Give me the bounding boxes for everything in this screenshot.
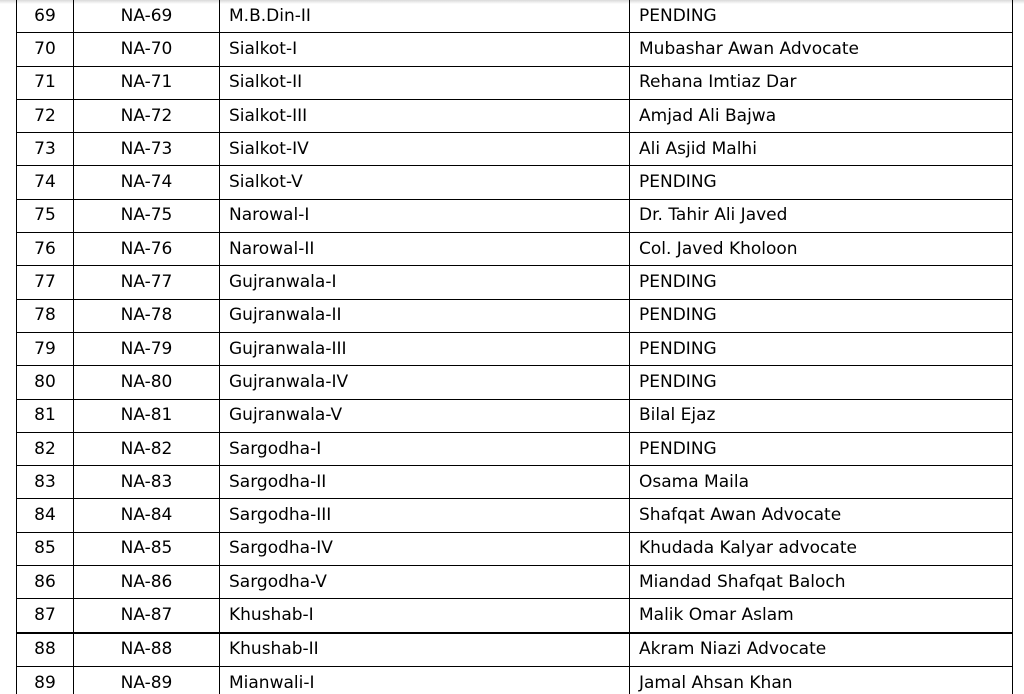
constituency-code-cell: NA-87 bbox=[74, 599, 220, 633]
candidate-name-cell: Akram Niazi Advocate bbox=[630, 633, 1013, 667]
candidate-name-cell: Ali Asjid Malhi bbox=[630, 133, 1013, 166]
constituency-code-cell: NA-88 bbox=[74, 633, 220, 667]
serial-number-cell: 81 bbox=[17, 399, 74, 432]
serial-number-cell: 83 bbox=[17, 466, 74, 499]
serial-number-cell: 89 bbox=[17, 666, 74, 694]
constituency-code-cell: NA-80 bbox=[74, 366, 220, 399]
serial-number-cell: 72 bbox=[17, 99, 74, 132]
constituency-name-cell: Sialkot-I bbox=[220, 33, 630, 66]
candidate-name-cell: Jamal Ahsan Khan bbox=[630, 666, 1013, 694]
candidate-name-cell: Malik Omar Aslam bbox=[630, 599, 1013, 633]
constituency-name-cell: Gujranwala-V bbox=[220, 399, 630, 432]
table-row bbox=[17, 233, 1013, 266]
table-row bbox=[17, 599, 1013, 633]
constituency-code-cell: NA-78 bbox=[74, 299, 220, 332]
serial-number-cell: 75 bbox=[17, 199, 74, 232]
candidate-name-cell: PENDING bbox=[630, 0, 1013, 33]
serial-number-cell: 69 bbox=[17, 0, 74, 33]
constituency-name-cell: Gujranwala-III bbox=[220, 332, 630, 365]
constituency-name-cell: Sialkot-IV bbox=[220, 133, 630, 166]
table-row bbox=[17, 0, 1013, 33]
constituency-name-cell: Sargodha-I bbox=[220, 432, 630, 465]
serial-number-cell: 85 bbox=[17, 532, 74, 565]
table-row bbox=[17, 566, 1013, 599]
constituency-name-cell: Sialkot-V bbox=[220, 166, 630, 199]
candidate-name-cell: PENDING bbox=[630, 432, 1013, 465]
table-row bbox=[17, 166, 1013, 199]
constituency-name-cell: Khushab-II bbox=[220, 633, 630, 667]
constituency-name-cell: M.B.Din-II bbox=[220, 0, 630, 33]
serial-number-cell: 78 bbox=[17, 299, 74, 332]
table-row bbox=[17, 399, 1013, 432]
candidate-name-cell: Miandad Shafqat Baloch bbox=[630, 566, 1013, 599]
candidate-name-cell: Khudada Kalyar advocate bbox=[630, 532, 1013, 565]
candidate-name-cell: PENDING bbox=[630, 266, 1013, 299]
serial-number-cell: 73 bbox=[17, 133, 74, 166]
table-row bbox=[17, 499, 1013, 532]
serial-number-cell: 74 bbox=[17, 166, 74, 199]
serial-number-cell: 76 bbox=[17, 233, 74, 266]
candidate-name-cell: PENDING bbox=[630, 166, 1013, 199]
constituency-code-cell: NA-76 bbox=[74, 233, 220, 266]
constituency-name-cell: Narowal-II bbox=[220, 233, 630, 266]
serial-number-cell: 82 bbox=[17, 432, 74, 465]
candidate-name-cell: PENDING bbox=[630, 366, 1013, 399]
constituency-code-cell: NA-72 bbox=[74, 99, 220, 132]
constituency-code-cell: NA-89 bbox=[74, 666, 220, 694]
constituency-name-cell: Gujranwala-II bbox=[220, 299, 630, 332]
serial-number-cell: 88 bbox=[17, 633, 74, 667]
constituency-name-cell: Narowal-I bbox=[220, 199, 630, 232]
serial-number-cell: 79 bbox=[17, 332, 74, 365]
table-row bbox=[17, 666, 1013, 694]
serial-number-cell: 70 bbox=[17, 33, 74, 66]
constituency-code-cell: NA-79 bbox=[74, 332, 220, 365]
table-row bbox=[17, 366, 1013, 399]
candidate-name-cell: Amjad Ali Bajwa bbox=[630, 99, 1013, 132]
constituency-name-cell: Gujranwala-IV bbox=[220, 366, 630, 399]
candidate-name-cell: Col. Javed Kholoon bbox=[630, 233, 1013, 266]
serial-number-cell: 71 bbox=[17, 66, 74, 99]
table-row bbox=[17, 633, 1013, 667]
table-row bbox=[17, 532, 1013, 565]
candidate-name-cell: Mubashar Awan Advocate bbox=[630, 33, 1013, 66]
constituency-name-cell: Sialkot-III bbox=[220, 99, 630, 132]
constituency-code-cell: NA-82 bbox=[74, 432, 220, 465]
constituency-name-cell: Sialkot-II bbox=[220, 66, 630, 99]
table-row bbox=[17, 299, 1013, 332]
constituency-name-cell: Khushab-I bbox=[220, 599, 630, 633]
table-row bbox=[17, 332, 1013, 365]
table-row bbox=[17, 266, 1013, 299]
constituency-code-cell: NA-69 bbox=[74, 0, 220, 33]
serial-number-cell: 77 bbox=[17, 266, 74, 299]
constituency-code-cell: NA-77 bbox=[74, 266, 220, 299]
candidate-name-cell: Rehana Imtiaz Dar bbox=[630, 66, 1013, 99]
table-row bbox=[17, 432, 1013, 465]
candidates-table bbox=[16, 0, 1013, 694]
table-row bbox=[17, 33, 1013, 66]
candidate-name-cell: PENDING bbox=[630, 299, 1013, 332]
constituency-code-cell: NA-86 bbox=[74, 566, 220, 599]
constituency-code-cell: NA-70 bbox=[74, 33, 220, 66]
candidate-name-cell: Osama Maila bbox=[630, 466, 1013, 499]
serial-number-cell: 86 bbox=[17, 566, 74, 599]
constituency-code-cell: NA-85 bbox=[74, 532, 220, 565]
table-row bbox=[17, 66, 1013, 99]
constituency-code-cell: NA-83 bbox=[74, 466, 220, 499]
constituency-code-cell: NA-71 bbox=[74, 66, 220, 99]
table-row bbox=[17, 466, 1013, 499]
constituency-name-cell: Sargodha-II bbox=[220, 466, 630, 499]
constituency-name-cell: Sargodha-V bbox=[220, 566, 630, 599]
constituency-code-cell: NA-81 bbox=[74, 399, 220, 432]
constituency-name-cell: Sargodha-III bbox=[220, 499, 630, 532]
candidate-name-cell: Shafqat Awan Advocate bbox=[630, 499, 1013, 532]
table-row bbox=[17, 133, 1013, 166]
candidate-name-cell: PENDING bbox=[630, 332, 1013, 365]
candidate-name-cell: Dr. Tahir Ali Javed bbox=[630, 199, 1013, 232]
serial-number-cell: 87 bbox=[17, 599, 74, 633]
table-body bbox=[17, 0, 1013, 694]
table-row bbox=[17, 99, 1013, 132]
serial-number-cell: 80 bbox=[17, 366, 74, 399]
constituency-code-cell: NA-74 bbox=[74, 166, 220, 199]
constituency-name-cell: Gujranwala-I bbox=[220, 266, 630, 299]
constituency-name-cell: Sargodha-IV bbox=[220, 532, 630, 565]
serial-number-cell: 84 bbox=[17, 499, 74, 532]
constituency-code-cell: NA-73 bbox=[74, 133, 220, 166]
candidate-name-cell: Bilal Ejaz bbox=[630, 399, 1013, 432]
constituency-name-cell: Mianwali-I bbox=[220, 666, 630, 694]
table-row bbox=[17, 199, 1013, 232]
constituency-code-cell: NA-84 bbox=[74, 499, 220, 532]
constituency-code-cell: NA-75 bbox=[74, 199, 220, 232]
